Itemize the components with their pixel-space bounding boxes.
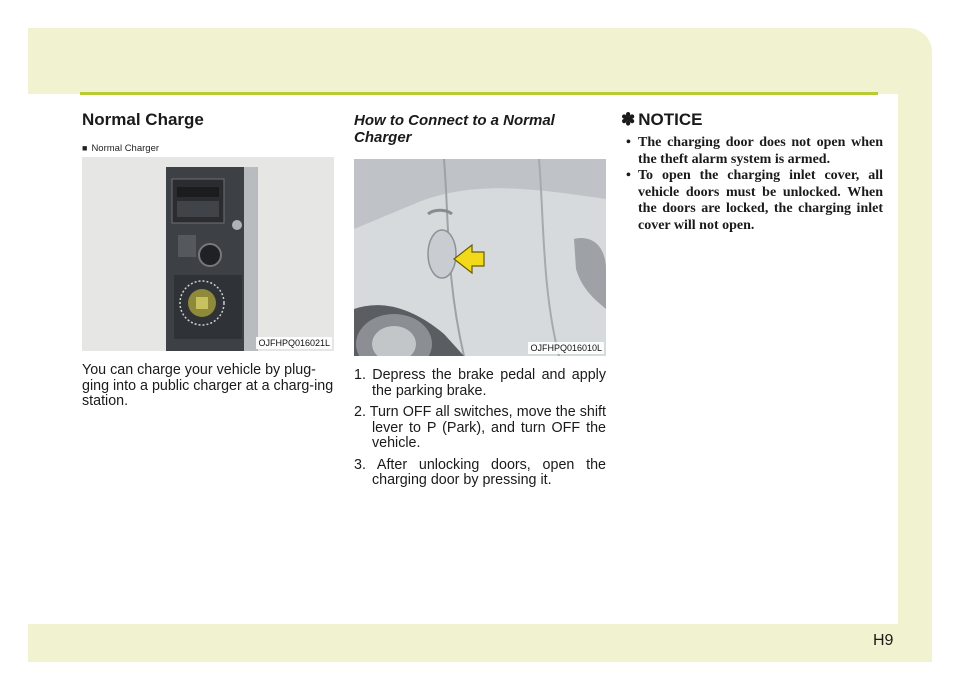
- column-connect-charger: [354, 110, 606, 495]
- notice-star-icon: ✽: [621, 110, 636, 129]
- notice-title: [621, 110, 883, 130]
- normal-charger-figure: [82, 157, 334, 351]
- notice-item-text: To open the charging inlet cover, all vehicle doors must be unlocked. When the doors are locked, the charging inlet cover will not open.: [638, 168, 883, 233]
- column-notice: [621, 110, 883, 234]
- page-frame-top: [28, 28, 932, 94]
- page-number: H9: [873, 632, 894, 649]
- section-heading-normal-charge: Normal Charge: [82, 110, 204, 129]
- figure-caption: [82, 141, 334, 155]
- step-item: 1. Depress the brake pedal and apply the parking brake.: [354, 367, 606, 399]
- figure-code: OJFHPQ016010L: [530, 343, 602, 353]
- notice-item-text: The charging door does not open when the theft alarm system is armed.: [638, 135, 883, 167]
- bullet-icon: •: [626, 168, 631, 183]
- header-rule: [80, 92, 878, 95]
- charger-station-illustration: [82, 157, 334, 351]
- column-normal-charge: [82, 110, 334, 410]
- notice-list: [621, 135, 883, 234]
- notice-item: [621, 168, 883, 234]
- normal-charge-description: You can charge your vehicle by plug-ging into a public charger at a charg-ing station.: [82, 362, 334, 409]
- step-item: 2. Turn OFF all switches, move the shift lever to P (Park), and turn OFF the vehicle.: [354, 404, 606, 451]
- figure-code: OJFHPQ016021L: [258, 338, 330, 348]
- notice-item: [621, 135, 883, 168]
- page-frame-right: [898, 62, 932, 662]
- notice-title-text: NOTICE: [638, 110, 703, 129]
- vehicle-charging-door-figure: [354, 159, 606, 356]
- step-item: 3. After unlocking doors, open the charging door by pressing it.: [354, 456, 606, 488]
- connect-steps-list: [354, 368, 606, 489]
- square-bullet-icon: ■: [82, 143, 88, 153]
- figure-caption-text: Normal Charger: [91, 142, 160, 154]
- vehicle-door-illustration: [354, 159, 606, 356]
- section-heading-connect: How to Connect to a Normal Charger: [354, 112, 555, 146]
- bullet-icon: •: [626, 135, 631, 150]
- page-frame-bottom: [28, 624, 932, 662]
